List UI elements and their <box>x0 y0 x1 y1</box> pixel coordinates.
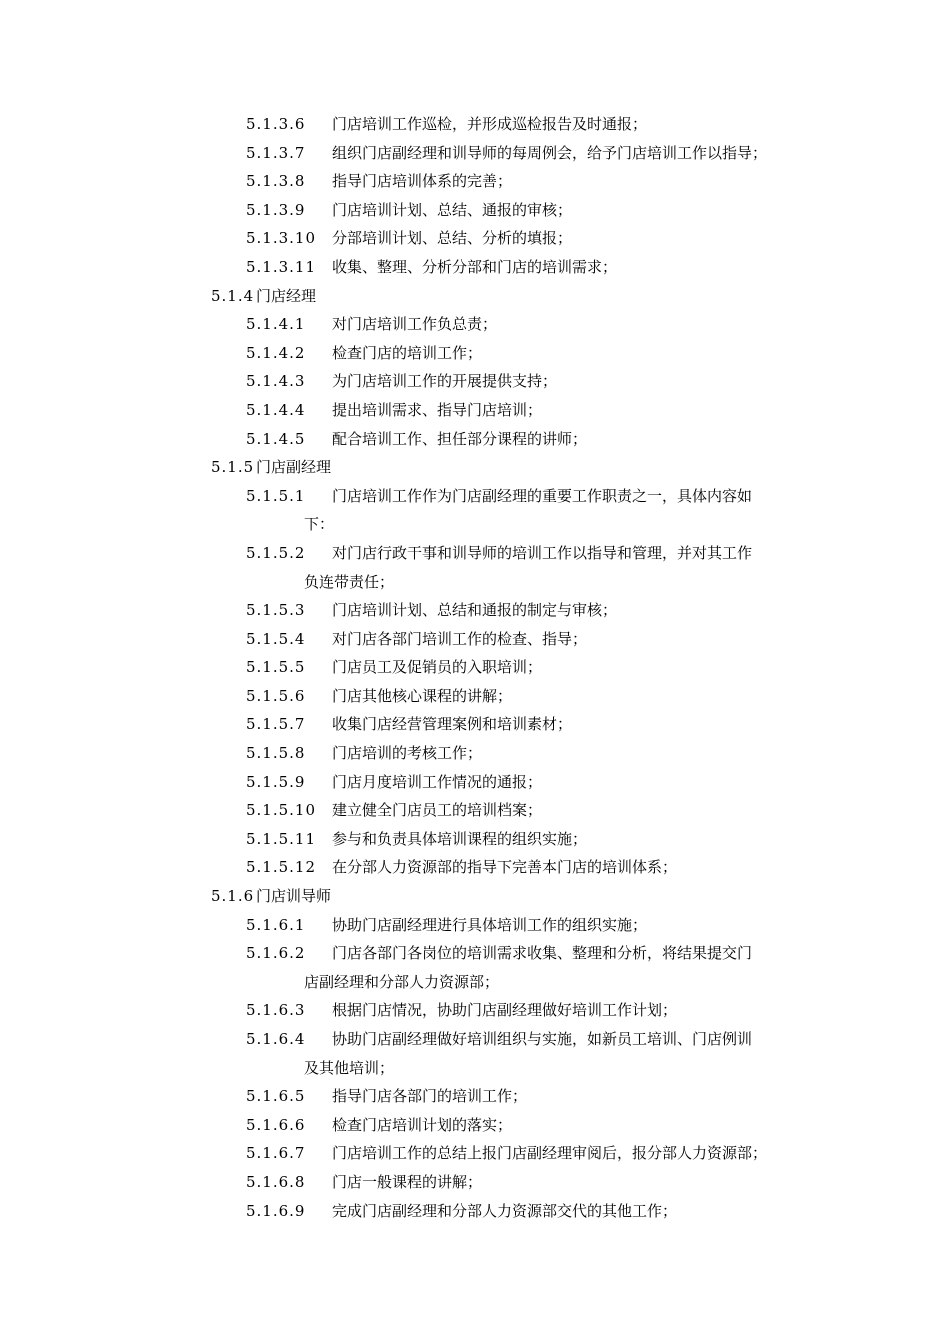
list-item <box>0 996 950 1025</box>
item-line <box>0 625 950 654</box>
list-item <box>0 482 950 539</box>
list-item <box>0 1082 950 1111</box>
item-number: 5.1.6.9 <box>246 1201 306 1220</box>
section-heading <box>0 882 950 911</box>
item-number: 5.1.6.7 <box>246 1144 306 1163</box>
section <box>0 453 950 882</box>
item-number: 5.1.6.1 <box>246 915 306 934</box>
item-line <box>0 1025 950 1054</box>
list-item <box>0 1197 950 1226</box>
item-line <box>0 825 950 854</box>
item-text: 指导门店培训体系的完善； <box>332 172 513 191</box>
item-number: 5.1.3.9 <box>246 200 306 219</box>
item-line <box>0 196 950 225</box>
item-text: 根据门店情况，协助门店副经理做好培训工作计划； <box>332 1001 678 1020</box>
item-line <box>0 1197 950 1226</box>
item-line <box>0 1168 950 1197</box>
list-item <box>0 625 950 654</box>
list-item <box>0 110 950 139</box>
section-heading <box>0 453 950 482</box>
item-line <box>0 482 950 511</box>
item-number: 5.1.5.2 <box>246 543 306 562</box>
item-text: 检查门店培训计划的落实； <box>332 1115 513 1134</box>
item-number: 5.1.5.10 <box>246 801 317 820</box>
item-text: 门店培训计划、总结和通报的制定与审核； <box>332 601 618 620</box>
item-text: 门店培训计划、总结、通报的审核； <box>332 200 573 219</box>
item-number: 5.1.5.12 <box>246 858 317 877</box>
item-text: 门店培训的考核工作； <box>332 744 483 763</box>
item-text: 下： <box>304 515 335 534</box>
item-line <box>0 110 950 139</box>
item-text: 协助门店副经理进行具体培训工作的组织实施； <box>332 915 648 934</box>
item-text: 检查门店的培训工作； <box>332 343 483 362</box>
item-text: 门店员工及促销员的入职培训； <box>332 658 543 677</box>
item-line <box>0 224 950 253</box>
item-number: 5.1.3.11 <box>246 257 317 276</box>
item-continuation-line <box>0 568 950 597</box>
item-line <box>0 682 950 711</box>
item-line <box>0 768 950 797</box>
document-page <box>0 110 950 1225</box>
item-number: 5.1.4.4 <box>246 400 306 419</box>
list-item <box>0 653 950 682</box>
list-item <box>0 139 950 168</box>
list-item <box>0 339 950 368</box>
item-line <box>0 739 950 768</box>
section <box>0 882 950 1225</box>
item-text: 门店各部门各岗位的培训需求收集、整理和分析，将结果提交门 <box>332 944 753 963</box>
item-text: 建立健全门店员工的培训档案； <box>332 801 543 820</box>
item-text: 分部培训计划、总结、分析的填报； <box>332 229 573 248</box>
item-line <box>0 253 950 282</box>
item-text: 店副经理和分部人力资源部； <box>304 972 500 991</box>
list-item <box>0 596 950 625</box>
list-item <box>0 825 950 854</box>
list-item <box>0 425 950 454</box>
item-line <box>0 1139 950 1168</box>
item-line <box>0 539 950 568</box>
section-title: 门店训导师 <box>256 887 332 906</box>
item-text: 参与和负责具体培训课程的组织实施； <box>332 829 588 848</box>
item-continuation-line <box>0 968 950 997</box>
list-item <box>0 253 950 282</box>
list-item <box>0 167 950 196</box>
item-number: 5.1.5.11 <box>246 829 317 848</box>
list-item <box>0 682 950 711</box>
item-text: 收集、整理、分析分部和门店的培训需求； <box>332 257 618 276</box>
item-line <box>0 425 950 454</box>
item-continuation-line <box>0 1054 950 1083</box>
item-number: 5.1.5.9 <box>246 772 306 791</box>
item-line <box>0 1082 950 1111</box>
item-line <box>0 167 950 196</box>
list-item <box>0 196 950 225</box>
item-line <box>0 139 950 168</box>
item-line <box>0 939 950 968</box>
item-number: 5.1.6.3 <box>246 1001 306 1020</box>
item-text: 为门店培训工作的开展提供支持； <box>332 372 558 391</box>
item-number: 5.1.4.2 <box>246 343 306 362</box>
list-item <box>0 796 950 825</box>
section-number: 5.1.6 <box>211 887 255 906</box>
item-text: 对门店各部门培训工作的检查、指导； <box>332 629 588 648</box>
item-number: 5.1.3.8 <box>246 172 306 191</box>
list-item <box>0 1025 950 1082</box>
list-item <box>0 710 950 739</box>
item-number: 5.1.5.3 <box>246 601 306 620</box>
list-item <box>0 367 950 396</box>
section-title: 门店经理 <box>256 286 317 305</box>
list-item <box>0 911 950 940</box>
item-line <box>0 596 950 625</box>
list-item <box>0 1168 950 1197</box>
list-item <box>0 396 950 425</box>
item-number: 5.1.6.8 <box>246 1172 306 1191</box>
item-number: 5.1.6.2 <box>246 944 306 963</box>
item-number: 5.1.5.4 <box>246 629 306 648</box>
item-text: 负连带责任； <box>304 572 395 591</box>
item-text: 门店培训工作作为门店副经理的重要工作职责之一，具体内容如 <box>332 486 753 505</box>
item-number: 5.1.5.7 <box>246 715 306 734</box>
list-item <box>0 939 950 996</box>
item-number: 5.1.5.6 <box>246 686 306 705</box>
section-heading <box>0 282 950 311</box>
item-line <box>0 911 950 940</box>
item-line <box>0 339 950 368</box>
item-number: 5.1.5.1 <box>246 486 306 505</box>
item-line <box>0 396 950 425</box>
item-line <box>0 853 950 882</box>
item-number: 5.1.4.3 <box>246 372 306 391</box>
section-number: 5.1.4 <box>211 286 255 305</box>
item-number: 5.1.3.7 <box>246 143 306 162</box>
section <box>0 282 950 454</box>
item-text: 门店一般课程的讲解； <box>332 1172 483 1191</box>
item-text: 组织门店副经理和训导师的每周例会，给予门店培训工作以指导； <box>332 143 768 162</box>
item-text: 对门店培训工作负总责； <box>332 315 498 334</box>
item-number: 5.1.4.1 <box>246 315 306 334</box>
item-text: 协助门店副经理做好培训组织与实施，如新员工培训、门店例训 <box>332 1030 753 1048</box>
item-line <box>0 310 950 339</box>
item-number: 5.1.4.5 <box>246 429 306 448</box>
item-number: 5.1.3.6 <box>246 115 306 133</box>
item-text: 在分部人力资源部的指导下完善本门店的培训体系； <box>332 858 678 877</box>
list-item <box>0 739 950 768</box>
section <box>0 110 950 282</box>
item-text: 收集门店经营管理案例和培训素材； <box>332 715 573 734</box>
item-continuation-line <box>0 510 950 539</box>
item-text: 提出培训需求、指导门店培训； <box>332 400 543 419</box>
item-number: 5.1.3.10 <box>246 229 317 248</box>
list-item <box>0 224 950 253</box>
list-item <box>0 539 950 596</box>
section-title: 门店副经理 <box>256 458 332 477</box>
item-text: 门店其他核心课程的讲解； <box>332 686 513 705</box>
item-text: 配合培训工作、担任部分课程的讲师； <box>332 429 588 448</box>
item-text: 及其他培训； <box>304 1058 395 1077</box>
item-text: 完成门店副经理和分部人力资源部交代的其他工作； <box>332 1201 678 1220</box>
item-line <box>0 1111 950 1140</box>
item-text: 指导门店各部门的培训工作； <box>332 1087 528 1106</box>
item-text: 对门店行政干事和训导师的培训工作以指导和管理，并对其工作 <box>332 543 753 562</box>
item-text: 门店培训工作的总结上报门店副经理审阅后，报分部人力资源部； <box>332 1144 768 1163</box>
list-item <box>0 768 950 797</box>
list-item <box>0 310 950 339</box>
list-item <box>0 1111 950 1140</box>
section-number: 5.1.5 <box>211 458 255 477</box>
item-number: 5.1.5.5 <box>246 658 306 677</box>
item-line <box>0 710 950 739</box>
item-text: 门店月度培训工作情况的通报； <box>332 772 543 791</box>
item-line <box>0 653 950 682</box>
list-item <box>0 1139 950 1168</box>
item-text: 门店培训工作巡检，并形成巡检报告及时通报； <box>332 115 648 133</box>
item-number: 5.1.5.8 <box>246 744 306 763</box>
list-item <box>0 853 950 882</box>
item-number: 5.1.6.5 <box>246 1087 306 1106</box>
item-line <box>0 367 950 396</box>
item-number: 5.1.6.4 <box>246 1030 306 1048</box>
item-number: 5.1.6.6 <box>246 1115 306 1134</box>
item-line <box>0 996 950 1025</box>
item-line <box>0 796 950 825</box>
